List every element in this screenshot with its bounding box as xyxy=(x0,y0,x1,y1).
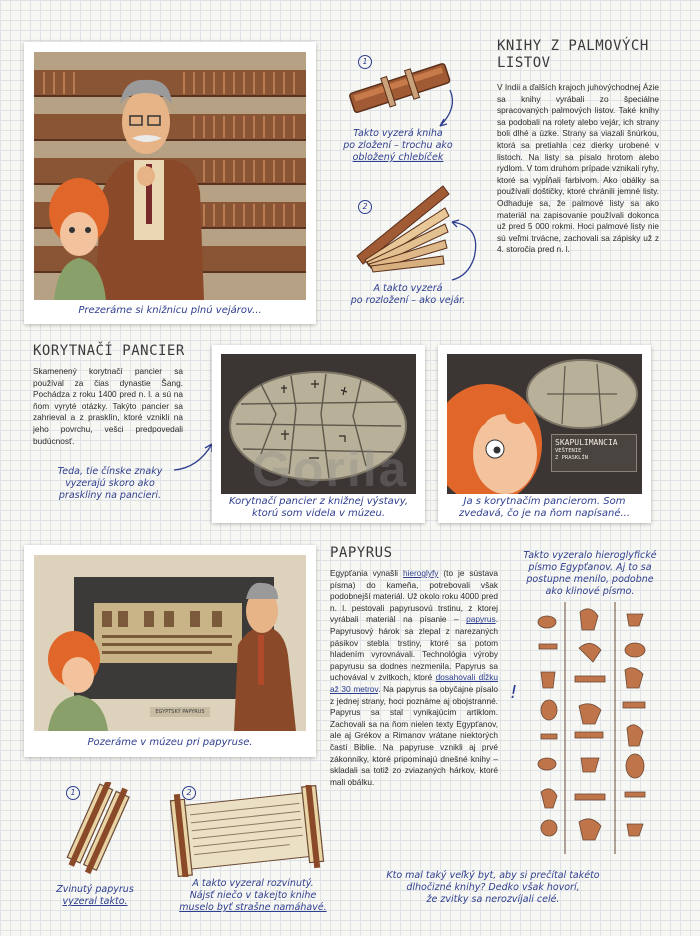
caption-line: obložený chlebíček xyxy=(352,152,444,163)
number-label: 2 xyxy=(362,202,368,211)
caption-line: A takto vyzerá xyxy=(373,283,443,294)
museum-label-line: Z PRASKLÍN xyxy=(555,455,589,461)
note-line: Kto mal taký veľký byt, aby si prečítal takéto xyxy=(386,870,600,881)
museum-papyrus-illustration xyxy=(34,555,306,731)
caption-line: vyzeral takto. xyxy=(62,896,128,907)
watermark: Gorila xyxy=(252,441,409,497)
hieroglyphs-highlight: hieroglyfy xyxy=(402,568,439,578)
note-line: písmo Egypťanov. Aj to sa xyxy=(528,562,652,573)
caption-line: Zvinutý papyrus xyxy=(56,884,134,895)
papyrus-body-part: Egypťania vynašli xyxy=(330,568,403,578)
library-illustration xyxy=(34,52,306,300)
girl-with-shell-illustration xyxy=(447,354,642,494)
scroll-rolled-illustration xyxy=(60,782,140,874)
palm-book-arrow-2 xyxy=(448,218,482,284)
scroll-open-illustration xyxy=(168,785,326,877)
papyrus-heading: PAPYRUS xyxy=(330,545,393,561)
note-line: dlhočizné knihy? Dedko však hovorí, xyxy=(406,882,580,893)
museum-label xyxy=(551,434,637,472)
note-text: Teda, tie čínske znaky vyzerajú skoro ako praskliny na pancieri. xyxy=(57,466,163,501)
palm-leaf-heading xyxy=(497,38,677,72)
note-line: Takto vyzeralo hieroglyfické xyxy=(523,550,657,561)
caption-line: Korytnačí pancier z knižnej výstavy, xyxy=(228,496,409,507)
exclamation-mark: ! xyxy=(510,682,518,703)
bottom-note xyxy=(348,870,638,906)
turtle-shell-body: Skamenený korytnačí pancier sa používal za čias dynastie Šang. Pochádza z roku 1400 pred n. l. a sú na ňom vyryté otázky. Takýto pancier sa zahrieval a z prasklín, ktoré vznikli na jeho povrchu, vešci predpovedali budúcnosť. xyxy=(33,366,183,446)
hieroglyph-panel xyxy=(535,602,655,854)
length-highlight: dosahovali dĺžku až 30 metrov xyxy=(330,672,499,694)
papyrus-body-part: (to je sústava písma) do kameňa, potrebovali však podobnejší materiál. Už okolo roku 4000 pred n. l. pestovali papyrusovú trstinu, z ktorej vyrábali materiál na písanie – xyxy=(330,568,498,625)
palm-leaf-body: V Indii a ďalších krajoch juhovýchodnej Ázie sa knihy vyrábali zo špeciálne spracovaných palmových listov. Také knihy sa podobali na rolety alebo vejár, ich strany boli dlhé a úzke. Strany sa viazali šnúrkou, ktorá sa pretiahla cez dierky urobené v listoch. Na listy sa písalo hrotom alebo rydlom. V tom druhom prípade vznikali ryhy, ktoré sa vypĺňali farbivom. Ako obálky sa používali doštičky, ktoré chránili jemné listy. Odhaduje sa, že palmové listy sa ako materiál na zapisovanie používali dokonca už pred 5 000 rokmi. Hoci palmové listy nie sú veľmi trvácne, zachovali sa zápisky už z 4. storočia pred n. l. xyxy=(497,82,659,255)
palm-book-open-caption xyxy=(343,283,473,307)
papyrus-body-part: . Papyrusový hárok sa zlepal z narezaných pásikov stebla trstiny, ktoré sa potom hladením vyrovnávali. Technológia výroby papyrusu sa dodnes nezmenila. Papyrus sa uchovával v zvitkoch, ktoré xyxy=(330,614,498,683)
library-scene-svg xyxy=(34,52,306,300)
girl-shell-svg xyxy=(447,354,642,494)
number-label: 1 xyxy=(70,788,76,797)
caption-line: zvedavá, čo je na ňom napísané... xyxy=(458,508,631,519)
museum-label-line: VEŠTENIE xyxy=(555,448,582,454)
library-illustration-card xyxy=(24,42,316,324)
museum-papyrus-card xyxy=(24,545,316,757)
museum-papyrus-svg xyxy=(34,555,306,731)
palm-book-closed-caption xyxy=(333,128,463,164)
museum-plaque: EGYPTSKÝ PAPYRUS xyxy=(150,707,210,717)
turtle-shell-photo-caption xyxy=(212,496,425,520)
note-line: ako klinové písmo. xyxy=(545,586,635,597)
caption-line: ktorú som videla v múzeu. xyxy=(251,508,386,519)
caption-line: Takto vyzerá kniha xyxy=(353,128,443,139)
heading-line: LISTOV xyxy=(497,55,551,71)
papyrus-highlight: papyrus xyxy=(466,614,496,625)
turtle-note-arrow xyxy=(172,440,216,474)
library-caption: Prezeráme si knižnicu plnú vejárov... xyxy=(78,305,262,316)
scroll-rolled-caption xyxy=(40,884,150,908)
note-line: postupne menilo, podobne xyxy=(526,574,654,585)
caption-line: A takto vyzeral rozvinutý. xyxy=(192,878,314,889)
caption-line: muselo byť strašne namáhavé. xyxy=(179,902,327,913)
girl-with-shell-caption xyxy=(438,496,651,520)
palm-book-open-illustration xyxy=(345,178,455,278)
heading-line: KNIHY Z PALMOVÝCH xyxy=(497,38,649,54)
museum-papyrus-caption: Pozeráme v múzeu pri papyruse. xyxy=(87,737,253,748)
number-label: 2 xyxy=(186,788,192,797)
number-label: 1 xyxy=(362,57,368,66)
museum-label-line: SKAPULIMANCIA xyxy=(555,438,618,447)
turtle-shell-note xyxy=(46,466,174,502)
turtle-shell-heading: KORYTNAČÍ PANCIER xyxy=(33,343,185,359)
scroll-open-caption xyxy=(168,878,338,914)
caption-line: po rozložení – ako vejár. xyxy=(350,295,466,306)
caption-line: po zložení – trochu ako xyxy=(343,140,453,151)
note-line: že zvitky sa nerozvíjali celé. xyxy=(426,894,560,905)
caption-line: Ja s korytnačím pancierom. Som xyxy=(463,496,626,507)
hieroglyph-note xyxy=(515,550,665,598)
palm-book-arrow-1 xyxy=(430,88,460,132)
papyrus-body-part: . Na papyrus sa obyčajne písalo z jednej strany, hoci poznáme aj obojstranné. Papyrus sa stal vynikajúcim artiklom. Zachovali sa na ňom nielen texty Egypťanov, ale aj Grékov a Rimanov vrátane niektorých častí Biblie. Na papyruse vznikli aj prvé zákonníky, ktoré pripomínajú dnešné knihy – skladali sa totiž zo zviazaných hárkov, ktoré mali obálku. xyxy=(330,683,499,787)
caption-line: Nájsť niečo v takejto knihe xyxy=(189,890,317,901)
girl-with-shell-card xyxy=(438,345,651,523)
papyrus-body xyxy=(330,568,498,788)
